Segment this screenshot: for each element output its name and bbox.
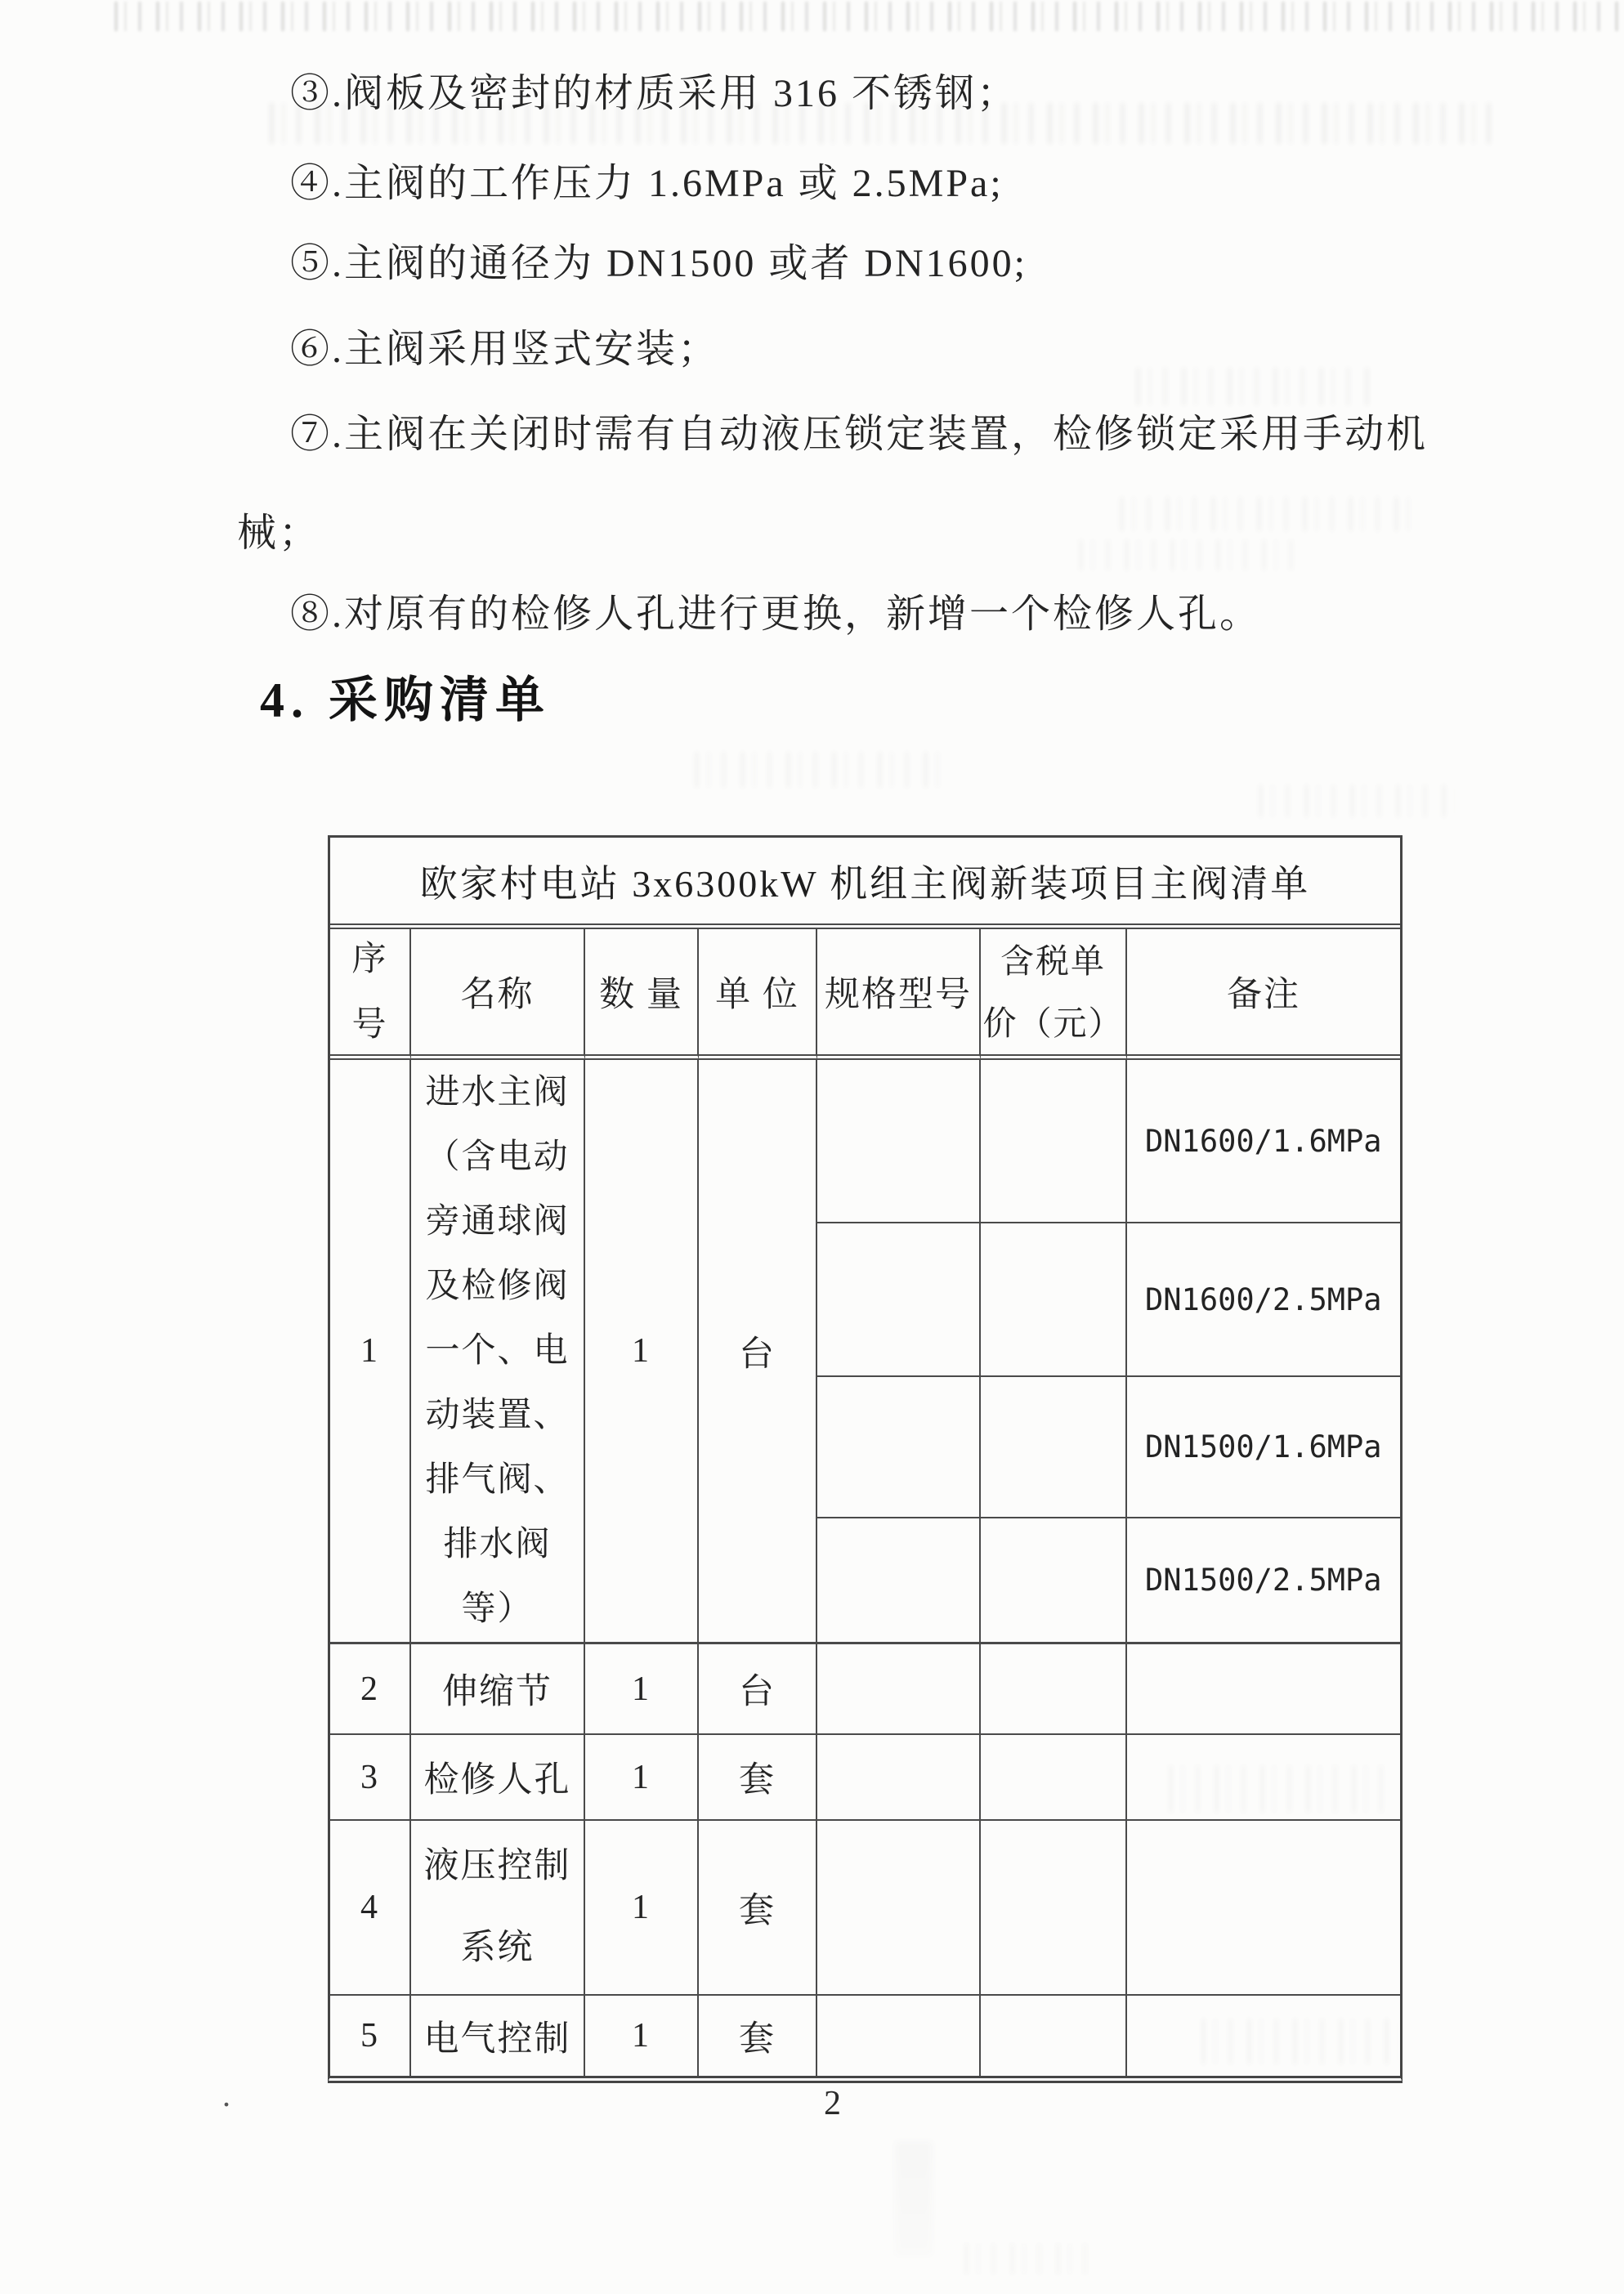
- table-row1-seq: 1: [330, 1060, 411, 1644]
- row1-name-line: （含电动: [425, 1138, 570, 1176]
- table-row5-unit: 套: [699, 1996, 817, 2076]
- row1-name-line: 排气阀、: [425, 1460, 570, 1499]
- table-row4-remark-cell: [1127, 1821, 1400, 1996]
- header-price-line2: 价（元）: [982, 1004, 1124, 1042]
- spec-item-6: ⑥.主阀采用竖式安装；: [290, 328, 720, 371]
- table-row1-name: [411, 1060, 585, 1644]
- table-row3-seq: 3: [330, 1735, 411, 1821]
- bleed-through-artifact: [1120, 497, 1414, 531]
- table-row1d-remark: DN1500/2.5MPa: [1127, 1518, 1400, 1644]
- table-row1-unit: 台: [699, 1060, 817, 1644]
- bleed-through-artifact: [695, 752, 940, 788]
- column-header-unit: 单 位: [699, 929, 817, 1060]
- bleed-through-artifact: [1079, 539, 1308, 570]
- table-row2-spec-cell: [817, 1644, 981, 1735]
- table-row1b-spec-cell: [817, 1223, 981, 1377]
- header-price-line1: 含税单: [1000, 941, 1106, 980]
- row4-name-line: 系统: [460, 1929, 535, 1967]
- spec-item-7: ⑦.主阀在关闭时需有自动液压锁定装置，检修锁定采用手动机: [290, 413, 1429, 456]
- spec-item-5: ⑤.主阀的通径为 DN1500 或者 DN1600;: [290, 242, 1027, 285]
- column-header-price: [981, 929, 1127, 1060]
- row1-name-line: 一个、电: [425, 1331, 570, 1370]
- table-row1b-price-cell: [981, 1223, 1127, 1377]
- row1-name-line: 及检修阀: [425, 1267, 570, 1305]
- table-row2-unit: 台: [699, 1644, 817, 1735]
- table-row1d-spec-cell: [817, 1518, 981, 1644]
- page-number: 2: [824, 2085, 841, 2122]
- table-row1a-price-cell: [981, 1060, 1127, 1223]
- table-row1c-remark: DN1500/1.6MPa: [1127, 1377, 1400, 1518]
- table-row3-name: 检修人孔: [411, 1735, 585, 1821]
- row1-name-line: 旁通球阀: [425, 1202, 570, 1241]
- table-row1a-remark: DN1600/1.6MPa: [1127, 1060, 1400, 1223]
- row4-name-line: 液压控制: [423, 1847, 571, 1885]
- bleed-through-artifact: [1136, 368, 1373, 405]
- spec-item-8: ⑧.对原有的检修人孔进行更换，新增一个检修人孔。: [290, 593, 1262, 636]
- table-row4-unit: 套: [699, 1821, 817, 1996]
- row1-name-line: 排水阀: [443, 1525, 552, 1563]
- stray-mark: .: [222, 2077, 230, 2113]
- table-row1a-spec-cell: [817, 1060, 981, 1223]
- table-row4-price-cell: [981, 1821, 1127, 1996]
- table-row1c-price-cell: [981, 1377, 1127, 1518]
- column-header-seq: [330, 929, 411, 1060]
- header-seq-line1: 序: [351, 940, 388, 978]
- spec-item-7-continuation: 械；: [237, 512, 321, 555]
- procurement-table: [328, 835, 1403, 2083]
- table-title: 欧家村电站 3x6300kW 机组主阀新装项目主阀清单: [330, 838, 1400, 929]
- table-row4-seq: 4: [330, 1821, 411, 1996]
- table-row5-name: 电气控制: [411, 1996, 585, 2076]
- bleed-through-artifact: [964, 2243, 1095, 2274]
- table-row2-remark-cell: [1127, 1644, 1400, 1735]
- spec-item-4: ④.主阀的工作压力 1.6MPa 或 2.5MPa;: [290, 162, 1004, 205]
- table-row1-qty: 1: [585, 1060, 699, 1644]
- table-row1d-price-cell: [981, 1518, 1127, 1644]
- table-row3-spec-cell: [817, 1735, 981, 1821]
- table-row5-price-cell: [981, 1996, 1127, 2076]
- table-row2-price-cell: [981, 1644, 1127, 1735]
- table-row5-spec-cell: [817, 1996, 981, 2076]
- table-row2-seq: 2: [330, 1644, 411, 1735]
- bleed-through-artifact: [114, 2, 1622, 31]
- column-header-remark: 备注: [1127, 929, 1400, 1060]
- table-row1c-spec-cell: [817, 1377, 981, 1518]
- table-row4-name: [411, 1821, 585, 1996]
- table-row3-qty: 1: [585, 1735, 699, 1821]
- column-header-qty: 数 量: [585, 929, 699, 1060]
- spec-item-3: ③.阀板及密封的材质采用 316 不锈钢；: [290, 72, 1019, 115]
- table-row4-qty: 1: [585, 1821, 699, 1996]
- table-row4-spec-cell: [817, 1821, 981, 1996]
- table-row3-remark-cell: [1127, 1735, 1400, 1821]
- table-row3-unit: 套: [699, 1735, 817, 1821]
- column-header-name: 名称: [411, 929, 585, 1060]
- table-row5-qty: 1: [585, 1996, 699, 2076]
- table-row5-remark-cell: [1127, 1996, 1400, 2076]
- bleed-through-artifact: [1259, 785, 1455, 817]
- header-seq-line2: 号: [351, 1005, 388, 1044]
- table-row3-price-cell: [981, 1735, 1127, 1821]
- row1-name-line: 动装置、: [425, 1396, 570, 1434]
- table-row2-name: 伸缩节: [411, 1644, 585, 1735]
- table-row2-qty: 1: [585, 1644, 699, 1735]
- table-row1b-remark: DN1600/2.5MPa: [1127, 1223, 1400, 1377]
- table-row5-seq: 5: [330, 1996, 411, 2076]
- row1-name-line: 等）: [461, 1590, 534, 1628]
- section-heading-procurement-list: 4. 采购清单: [260, 673, 551, 727]
- column-header-spec: 规格型号: [817, 929, 981, 1060]
- bleed-through-artifact: [895, 2141, 933, 2256]
- row1-name-line: 进水主阀: [425, 1073, 570, 1111]
